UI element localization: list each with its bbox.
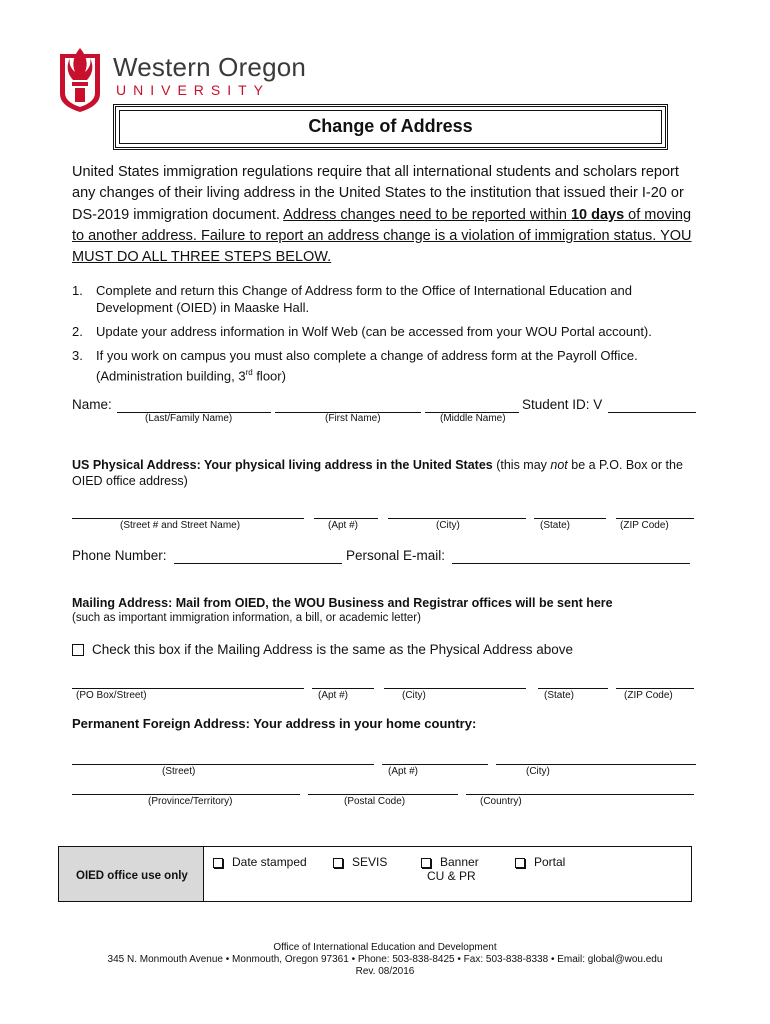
street-field[interactable]	[72, 518, 304, 519]
step-number: 2.	[72, 324, 83, 339]
checkbox-icon[interactable]	[515, 858, 525, 868]
torch-icon	[60, 48, 100, 112]
sub-city: (City)	[526, 766, 550, 777]
intro-text: United States immigration regulations require that all international students and scholars report any changes of their living address in the United States to the institution that issued their I-20 or DS-2019 immigration document.	[72, 164, 684, 223]
sub-apt: (Apt #)	[318, 690, 349, 701]
sub-province: (Province/Territory)	[148, 796, 233, 807]
city-field[interactable]	[388, 518, 526, 519]
step-item	[72, 282, 712, 316]
phone-label: Phone Number:	[72, 548, 167, 563]
step-number: 3.	[72, 348, 83, 363]
state-field[interactable]	[534, 518, 606, 519]
foreign-province-field[interactable]	[72, 794, 300, 795]
same-address-label: Check this box if the Mailing Address is the same as the Physical Address above	[92, 642, 573, 657]
intro-deadline: 10 days	[570, 206, 625, 223]
zip-field[interactable]	[616, 518, 694, 519]
sub-street: (Street)	[162, 766, 196, 777]
sub-state: (State)	[540, 520, 571, 531]
footer-revision: Rev. 08/2016	[355, 966, 415, 977]
steps-list	[72, 282, 712, 391]
phone-field[interactable]	[174, 563, 342, 564]
foreign-street-field[interactable]	[72, 764, 374, 765]
office-use-label: OIED office use only	[76, 870, 188, 882]
student-id-field[interactable]	[608, 412, 696, 413]
office-item-portal[interactable]: Portal	[515, 855, 565, 869]
checkbox-icon[interactable]	[333, 858, 343, 868]
sub-apt: (Apt #)	[388, 766, 419, 777]
foreign-address-heading: Permanent Foreign Address: Your address in your home country:	[72, 716, 477, 731]
page-title: Change of Address	[308, 116, 473, 136]
sub-postal: (Postal Code)	[344, 796, 406, 807]
physical-address-heading: US Physical Address: Your physical living address in the United States (this may not be a P.O. Box or the OIED office address)	[72, 458, 683, 488]
office-item-banner[interactable]: Banner	[421, 855, 479, 869]
intro-paragraph	[72, 162, 704, 268]
sub-last-name: (Last/Family Name)	[145, 413, 233, 424]
office-item-date-stamped[interactable]: Date stamped	[213, 855, 307, 869]
student-id-label: Student ID: V	[522, 397, 603, 412]
mailing-address-heading: Mailing Address: Mail from OIED, the WOU Business and Registrar offices will be sent here	[72, 596, 613, 610]
mailing-subheading: (such as important immigration information, a bill, or academic letter)	[72, 612, 421, 624]
mailing-city-field[interactable]	[384, 688, 526, 689]
step-number: 1.	[72, 283, 83, 298]
title-box	[113, 104, 668, 150]
checkbox-icon[interactable]	[421, 858, 431, 868]
office-use-label-cell	[59, 847, 204, 901]
sub-city: (City)	[402, 690, 426, 701]
sub-state: (State)	[544, 690, 575, 701]
mailing-street-field[interactable]	[72, 688, 304, 689]
sub-country: (Country)	[480, 796, 522, 807]
step-text: Update your address information in Wolf Web (can be accessed from your WOU Portal account).	[96, 324, 652, 339]
sub-middle-name: (Middle Name)	[440, 413, 506, 424]
apt-field[interactable]	[314, 518, 378, 519]
sub-apt: (Apt #)	[328, 520, 359, 531]
foreign-postal-field[interactable]	[308, 794, 458, 795]
office-item-sevis[interactable]: SEVIS	[333, 855, 387, 869]
sub-street: (Street # and Street Name)	[120, 520, 241, 531]
sub-zip: (ZIP Code)	[620, 520, 669, 531]
intro-underlined-b: of moving to another address. Failure to report an address change is a violation of immigration status. YOU MUST DO ALL THREE STEPS BELOW.	[72, 206, 692, 266]
checkbox-icon[interactable]	[213, 858, 223, 868]
sub-first-name: (First Name)	[325, 413, 381, 424]
footer-office-name: Office of International Education and Development	[273, 942, 497, 953]
sub-city: (City)	[436, 520, 460, 531]
foreign-apt-field[interactable]	[382, 764, 488, 765]
foreign-country-field[interactable]	[466, 794, 694, 795]
same-address-row[interactable]	[72, 642, 573, 657]
mailing-zip-field[interactable]	[616, 688, 694, 689]
name-label: Name:	[72, 397, 112, 412]
step-text: Complete and return this Change of Address form to the Office of International Education and Development (OIED) in Maaske Hall.	[96, 283, 632, 315]
step-item	[72, 323, 712, 340]
intro-underlined-a: Address changes need to be reported within	[283, 206, 571, 223]
email-label: Personal E-mail:	[346, 548, 446, 563]
mailing-apt-field[interactable]	[312, 688, 374, 689]
footer-contact: 345 N. Monmouth Avenue • Monmouth, Oregon 97361 • Phone: 503-838-8425 • Fax: 503-838-8338 • Email: global@wou.edu	[107, 954, 663, 965]
logo-wordmark: Western Oregon	[113, 52, 307, 82]
foreign-city-field[interactable]	[496, 764, 696, 765]
same-address-checkbox[interactable]	[72, 644, 84, 656]
sub-zip: (ZIP Code)	[624, 690, 673, 701]
step-text: If you work on campus you must also complete a change of address form at the Payroll Office. (Administration building, 3rd floor)	[96, 348, 638, 384]
email-field[interactable]	[452, 563, 690, 564]
banner-sub: CU & PR	[427, 869, 476, 883]
office-use-box	[58, 846, 692, 902]
mailing-state-field[interactable]	[538, 688, 608, 689]
step-item	[72, 347, 712, 384]
logo-university: UNIVERSITY	[116, 82, 271, 98]
sub-pobox: (PO Box/Street)	[76, 690, 147, 701]
